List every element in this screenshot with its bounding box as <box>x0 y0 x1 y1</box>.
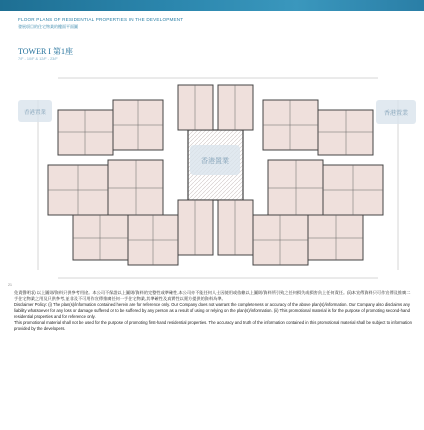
tower-title: TOWER I 第1座 <box>18 47 73 56</box>
watermark-center <box>190 145 240 175</box>
watermark-left <box>18 100 52 122</box>
floor-plan-svg <box>18 70 418 285</box>
plans-heading: FLOOR PLANS OF RESIDENTIAL PROPERTIES IN THE DEVELOPMENT <box>18 17 184 22</box>
watermark-right-text: 香港置業 <box>383 111 409 117</box>
floor-plan-drawing <box>18 70 418 285</box>
top-banner <box>0 0 424 11</box>
disclaimer <box>14 290 414 332</box>
watermark-right <box>376 100 416 124</box>
disclaimer-line-1: Disclaimer Policy: (i) The plan(s)/information contained herein are for reference only. Our Company does not warrant the completeness or accuracy of the above plan(s)/information. Our Company also disclaims any liability whatsoever for any loss or damage suffered or to be suffered by any person as a result of using or relying on the plan(s)/information. (ii) This promotional material is for the purpose of promoting second-hand residential properties and for reference only. <box>14 301 410 319</box>
watermark-left-text: 香港置業 <box>23 110 47 116</box>
watermark-center-text: 香港置業 <box>201 158 229 165</box>
disclaimer-line-2: This promotional material shall not be used for the purpose of promoting first-hand residential properties. The accuracy and truth of the information contained in this promotional material shall be subject to information provided by the developers. <box>14 319 412 331</box>
plans-subheading: 發展項目的住宅物業的樓面平面圖 <box>18 24 78 29</box>
disclaimer-chinese: 免責聲明:(i) 以上圖則/資料只供參考用途。本公司不保證以上圖則/資料的完整性或準確性,本公司亦不能任何人士因使用或依賴以上圖則/資料所引致之任何損失或損害負上任何責任。(ii)本宣傳資料只可作宣傳及推廣二手住宅物業之用及只供參考,並非及不可用作宣傳推廣任何一手住宅物業,其準確性及真實性以賣方提供的資料為準。 <box>14 290 411 301</box>
page-number: 21 <box>8 283 12 287</box>
floor-range: 7/F - 10/F & 12/F - 23/F <box>18 57 58 61</box>
